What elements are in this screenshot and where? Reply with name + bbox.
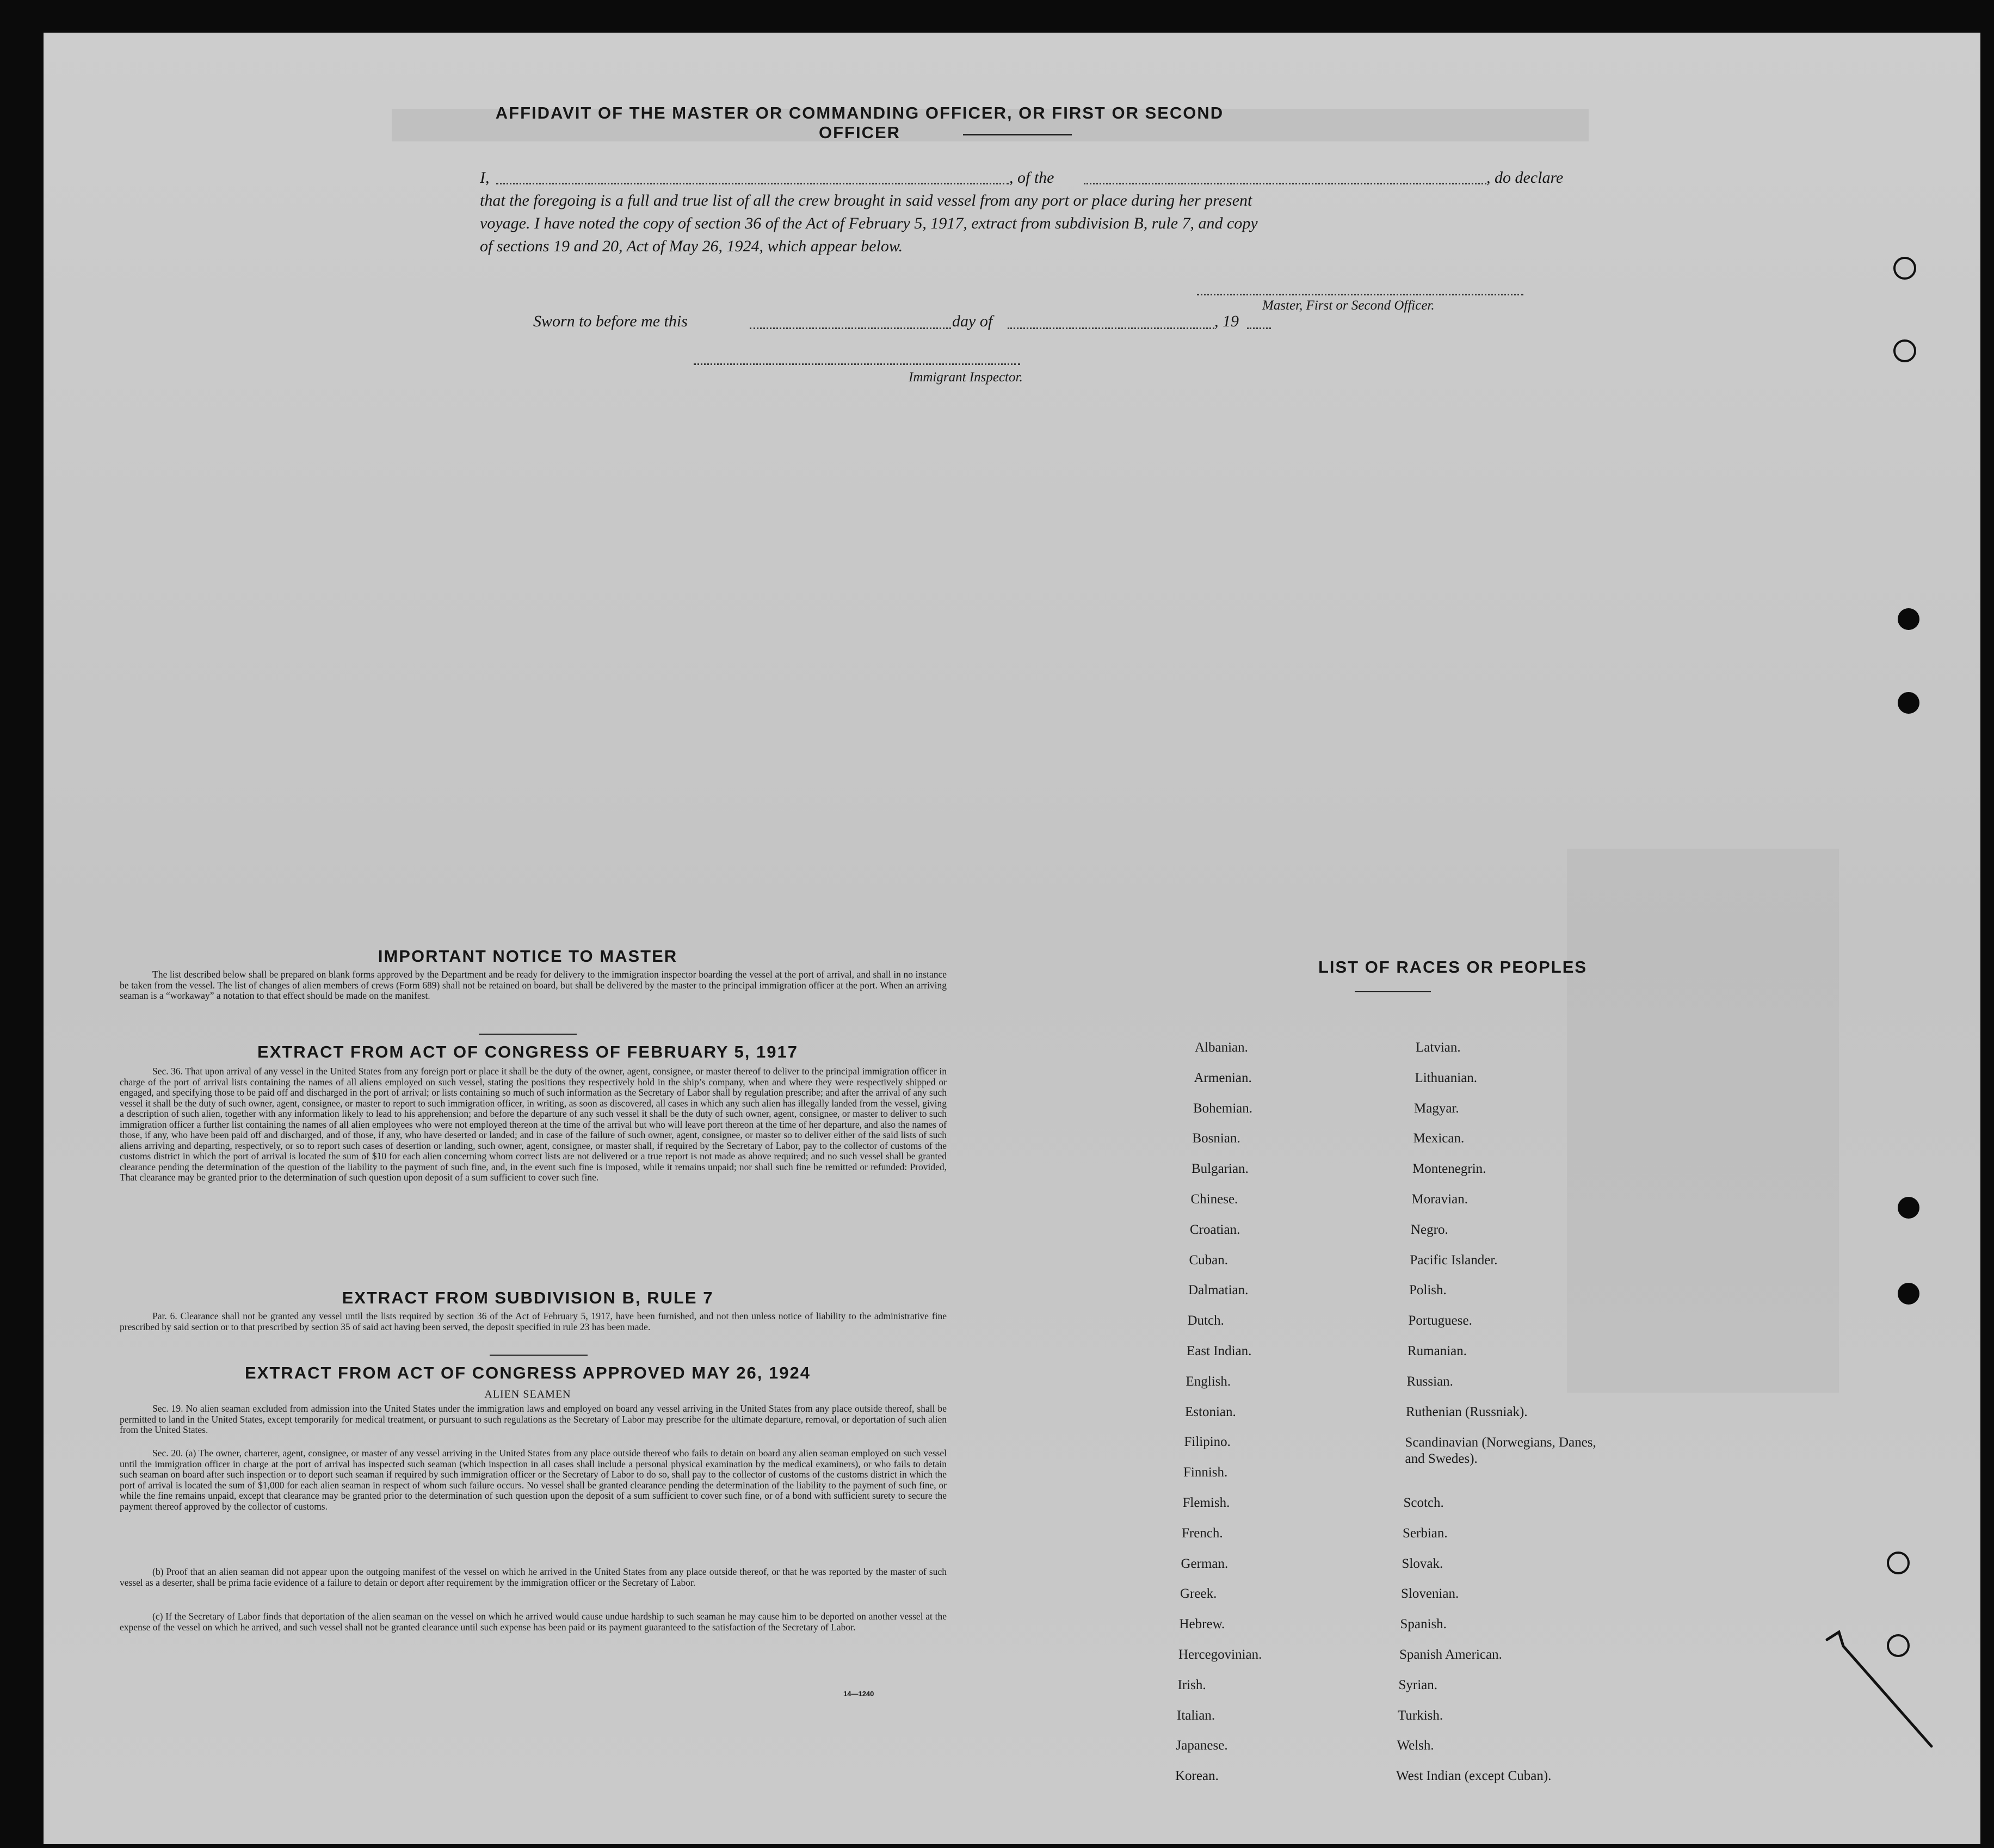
race-item: Cuban.	[1189, 1252, 1228, 1268]
notice-title: IMPORTANT NOTICE TO MASTER	[378, 947, 678, 966]
race-item: Lithuanian.	[1415, 1070, 1478, 1085]
affidavit-line-2: that the foregoing is a full and true list of all the crew brought in said vessel from any port or place during her present	[480, 191, 1252, 209]
race-item: Montenegrin.	[1412, 1161, 1486, 1177]
punch-hole-icon	[1887, 1552, 1910, 1574]
race-item: Welsh.	[1397, 1738, 1434, 1753]
month-blank	[1008, 327, 1214, 329]
punch-hole-icon	[1898, 1283, 1919, 1305]
race-item: Scotch.	[1403, 1495, 1444, 1510]
race-item: Korean.	[1175, 1769, 1219, 1784]
race-item: Greek.	[1180, 1586, 1217, 1602]
race-item: Mexican.	[1413, 1131, 1465, 1146]
affidavit-declare: , do declare	[1486, 169, 1564, 187]
race-item: Magyar.	[1414, 1101, 1459, 1116]
affidavit-line-3: voyage. I have noted the copy of section 36 of the Act of February 5, 1917, extract from subdivision B, rule 7, and copy	[480, 214, 1258, 232]
race-item: Scandinavian (Norwegians, Danes, and Swedes).	[1405, 1435, 1596, 1467]
race-item: Pacific Islander.	[1410, 1252, 1498, 1268]
sworn-day-blank	[750, 327, 951, 329]
race-item: Spanish.	[1400, 1617, 1447, 1632]
sec19-text: Sec. 19. No alien seaman excluded from admission into the United States under the immigration laws and employed on board any vessel arriving in the United States from any place outside thereof, shall be permitted to land in the United States, except temporarily for medical treatment, or pursuant to such regulations as the Secretary of Labor may prescribe for the ultimate departure, removal, or deportation of such alien from the United States.	[120, 1403, 947, 1435]
race-item: Russian.	[1406, 1374, 1453, 1389]
race-item: Chinese.	[1190, 1192, 1238, 1207]
affidavit-line-4: of sections 19 and 20, Act of May 26, 1924, which appear below.	[480, 237, 903, 255]
race-item: Dutch.	[1187, 1313, 1224, 1328]
race-item: Dalmatian.	[1188, 1283, 1249, 1298]
extract-1924-title: EXTRACT FROM ACT OF CONGRESS APPROVED MAY 26, 1924	[245, 1363, 811, 1382]
race-item: Slovenian.	[1401, 1586, 1459, 1602]
race-item: Slovak.	[1402, 1556, 1443, 1571]
notice-text: The list described below shall be prepared on blank forms approved by the Department and be ready for delivery to the immigration inspector boarding the vessel at the port of arrival, and shall in no instance be taken from the vessel. The list of changes of alien members of crews (Form 689) shall not be retained on board, but shall be delivered by the master to the principal immigration officer at the port. When an arriving seaman is a “workaway” a notation to that effect should be made on the manifest.	[120, 969, 947, 1001]
race-item: Hebrew.	[1179, 1617, 1225, 1632]
race-item: Serbian.	[1403, 1525, 1448, 1541]
year-blank	[1247, 327, 1271, 329]
race-item: Armenian.	[1194, 1070, 1252, 1085]
sec20b-text: (b) Proof that an alien seaman did not appear upon the outgoing manifest of the vessel on which he arrived in the United States from any place outside thereof, or that he was reported by the master of such vessel as a deserter, shall be prima facie evidence of a failure to detain or deport after requirement by the immigration officer or the Secretary of Labor.	[120, 1566, 947, 1588]
notice-rule	[479, 1034, 577, 1035]
master-signature-line	[1197, 294, 1523, 295]
punch-hole-icon	[1887, 1634, 1910, 1657]
race-item: Ruthenian (Russniak).	[1406, 1404, 1528, 1419]
race-item: Spanish American.	[1399, 1647, 1502, 1662]
vessel-blank	[1084, 183, 1486, 184]
sec20c-text: (c) If the Secretary of Labor finds that deportation of the alien seaman on the vessel on which he arrived would cause undue hardship to such seaman he may cause him to be deported on another vessel at the expense of the vessel on which he arrived, and such vessel shall not be granted clearance until such expense has been paid or its payment guaranteed to the satisfaction of the Secretary of Labor.	[120, 1611, 947, 1633]
race-item: Croatian.	[1190, 1222, 1240, 1237]
alien-seamen-subtitle: ALIEN SEAMEN	[484, 1388, 571, 1400]
race-item: Bosnian.	[1192, 1131, 1240, 1146]
race-item: Bohemian.	[1193, 1101, 1253, 1116]
race-item: Bulgarian.	[1192, 1161, 1249, 1177]
race-item: Turkish.	[1398, 1708, 1443, 1723]
punch-hole-icon	[1893, 257, 1916, 280]
punch-hole-icon	[1898, 608, 1919, 630]
punch-hole-icon	[1898, 1197, 1919, 1219]
race-item: Moravian.	[1411, 1192, 1468, 1207]
year-text: , 19	[1214, 312, 1239, 330]
extract-1917-text: Sec. 36. That upon arrival of any vessel in the United States from any foreign port or place it shall be the duty of the owner, agent, consignee, or master thereof to deliver to the principal immigration officer in charge of the port of arrival lists containing the names of all aliens employed on such vessel, stating the positions they respectively hold in the ship’s company, when and where they were respectively shipped or engaged, and specifying those to be paid off and discharged in the port of arrival; or lists containing so much of such information as the Secretary of Labor shall by regulation prescribe; and after the arrival of any such vessel it shall be the duty of such owner, agent, consignee, or master to report to such immigration officer, in writing, as soon as discovered, all cases in which any such alien has illegally landed from the vessel, giving a description of such alien, together with any information likely to lead to his apprehension; and before the departure of any such vessel it shall be the duty of such owner, agent, consignee, or master to deliver to such immigration officer a further list containing the names of all alien employees who were not employed thereon at the time of the arrival but who will leave port thereon at the time of her departure, and also the names of those, if any, who have been paid off and discharged, and of those, if any, who have deserted or landed; and in case of the failure of such owner, agent, consignee, or master so to deliver either of the said lists of such aliens arriving and departing, respectively, or so to report such cases of desertion or landing, such owner, agent, consignee, or master shall, if required by the Secretary of Labor, pay to the collector of customs of the customs district in which the port of arrival is located the sum of $10 for each alien concerning whom correct lists are not delivered or a true report is not made as above required; and no such vessel shall be granted clearance pending the determination of the question of the liability to the payment of such fine, and, in the event such fine is imposed, while it remains unpaid; nor shall such fine be remitted or refunded: Provided, That clearance may be granted prior to the determination of such question upon deposit of a sum sufficient to cover such fine.	[120, 1066, 947, 1183]
race-item: English.	[1186, 1374, 1231, 1389]
extract-rule7-title: EXTRACT FROM SUBDIVISION B, RULE 7	[342, 1288, 714, 1307]
title-rule	[963, 134, 1072, 135]
race-item: Polish.	[1409, 1283, 1447, 1298]
race-item: East Indian.	[1187, 1344, 1252, 1358]
race-item: Hercegovinian.	[1178, 1647, 1262, 1662]
affidavit-of-the: , of the	[1009, 169, 1054, 187]
race-item: Japanese.	[1176, 1738, 1228, 1753]
race-item: West Indian (except Cuban).	[1396, 1769, 1552, 1784]
affidavit-title: AFFIDAVIT OF THE MASTER OR COMMANDING OFFICER, OR FIRST OR SECOND OFFICER	[495, 103, 1224, 142]
race-item: Finnish.	[1183, 1465, 1228, 1480]
punch-hole-icon	[1893, 339, 1916, 362]
race-item: Albanian.	[1195, 1040, 1248, 1055]
bleed-through	[1567, 849, 1839, 1393]
sec20a-text: Sec. 20. (a) The owner, charterer, agent, consignee, or master of any vessel arriving in the United States from any place outside thereof who fails to detain on board any alien seaman employed on such vessel until the immigration officer in charge at the port of arrival has inspected such seaman (which inspection in all cases shall include a personal physical examination by the medical examiners), or who fails to detain such seaman on board after such inspection or to deport such seaman if required by such immigration officer or the Secretary of Labor to do so, shall pay to the collector of customs of the customs district in which the port of arrival is located the sum of $1,000 for each alien seaman in respect of whom such failure occurs. No vessel shall be granted clearance pending the determination of the liability to the payment of such fine, or while the fine remains unpaid, except that clearance may be granted prior to the determination of such question upon the deposit of a sum sufficient to cover such fine, or of a bond with sufficient surety to secure the payment thereof approved by the collector of customs.	[120, 1448, 947, 1512]
master-caption: Master, First or Second Officer.	[1262, 298, 1435, 313]
race-item: Filipino.	[1184, 1435, 1231, 1450]
race-item: Flemish.	[1182, 1495, 1230, 1510]
extract-1917-title: EXTRACT FROM ACT OF CONGRESS OF FEBRUARY 5, 1917	[257, 1042, 798, 1061]
day-of-text: day of	[952, 312, 993, 330]
document-page	[44, 33, 1980, 1844]
extract-rule7-text: Par. 6. Clearance shall not be granted any vessel until the lists required by section 36 of the Act of February 5, 1917, have been furnished, and not then unless notice of liability to the administrative fine prescribed by said section or to that prescribed by section 35 of said act having been served, the deposit specified in rule 23 has been made.	[120, 1311, 947, 1332]
race-item: Rumanian.	[1407, 1344, 1467, 1358]
races-title: LIST OF RACES OR PEOPLES	[1318, 957, 1588, 976]
race-item: Negro.	[1411, 1222, 1448, 1237]
race-item: German.	[1181, 1556, 1228, 1571]
punch-hole-icon	[1898, 692, 1919, 714]
race-item: Latvian.	[1416, 1040, 1461, 1055]
name-blank	[496, 183, 1009, 184]
race-item: Portuguese.	[1408, 1313, 1472, 1328]
inspector-signature-line	[694, 363, 1020, 365]
race-item: Estonian.	[1185, 1404, 1236, 1419]
race-item: Italian.	[1177, 1708, 1215, 1723]
form-number: 14—1240	[843, 1690, 874, 1698]
rule7-rule	[490, 1355, 588, 1356]
sworn-text: Sworn to before me this	[533, 312, 688, 330]
affidavit-i: I,	[480, 169, 490, 187]
race-item: Irish.	[1177, 1677, 1206, 1692]
race-item: Syrian.	[1398, 1677, 1438, 1692]
inspector-caption: Immigrant Inspector.	[909, 370, 1023, 385]
races-rule	[1355, 991, 1431, 992]
race-item: French.	[1182, 1525, 1223, 1541]
